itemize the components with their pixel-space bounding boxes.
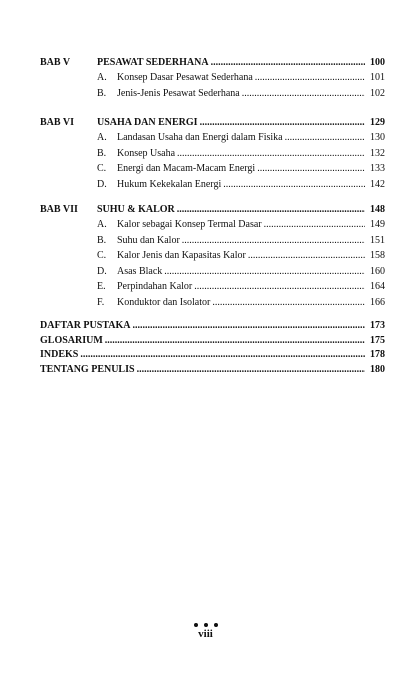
entry-title: Suhu dan Kalor	[117, 234, 180, 246]
entry-letter: F.	[97, 296, 105, 308]
toc-entry	[97, 146, 385, 162]
dot-leader	[264, 217, 365, 233]
entry-title: Jenis-Jenis Pesawat Sederhana	[117, 87, 240, 99]
entry-page-number: 149	[370, 219, 385, 230]
chapter-title: USAHA DAN ENERGI	[97, 117, 198, 128]
entry-letter: C.	[97, 250, 107, 261]
entry-page-number: 102	[370, 87, 385, 99]
toc-entry	[97, 264, 385, 280]
dot-leader	[137, 363, 365, 378]
chapter-bab-vii	[40, 203, 385, 310]
dot-leader	[177, 203, 365, 217]
toc-entry	[97, 86, 385, 102]
entry-letter: D.	[97, 265, 107, 277]
chapter-page-number: 148	[370, 204, 385, 215]
chapter-page-number: 129	[370, 117, 385, 128]
back-matter	[40, 319, 385, 377]
entry-page-number: 132	[370, 147, 385, 159]
dot-leader	[80, 348, 365, 363]
entry-title: Konsep Dasar Pesawat Sederhana	[117, 72, 253, 83]
entry-title: INDEKS	[40, 349, 79, 360]
dot-leader	[211, 56, 365, 70]
dot-leader	[212, 295, 365, 311]
entry-page-number: 166	[370, 296, 385, 308]
entry-title: DAFTAR PUSTAKA	[40, 320, 131, 331]
dot-leader	[182, 233, 365, 249]
entry-page-number: 101	[370, 72, 385, 83]
entry-letter: B.	[97, 234, 107, 246]
entry-letter: A.	[97, 132, 107, 143]
entry-title: Landasan Usaha dan Energi dalam Fisika	[117, 132, 283, 143]
toc-entry	[97, 161, 385, 177]
entry-page-number: 130	[370, 132, 385, 143]
entry-letter: C.	[97, 163, 107, 174]
dot-leader	[200, 116, 365, 130]
entry-page-number: 175	[370, 334, 385, 346]
dot-leader	[194, 279, 365, 295]
entry-title: Konduktor dan Isolator	[117, 296, 211, 308]
entry-page-number: 142	[370, 178, 385, 190]
entry-letter: B.	[97, 87, 107, 99]
toc-entry	[97, 233, 385, 249]
toc-entry	[97, 248, 385, 264]
toc-entry	[97, 177, 385, 193]
entry-page-number: 160	[370, 265, 385, 277]
page-folio	[0, 623, 411, 640]
entry-page-number: 173	[370, 320, 385, 331]
entry-title: Kalor sebagai Konsep Termal Dasar	[117, 219, 262, 230]
dot-leader	[132, 319, 365, 334]
chapter-title: SUHU & KALOR	[97, 204, 175, 215]
toc-entry	[40, 363, 385, 378]
toc-entry	[97, 279, 385, 295]
dot-leader	[105, 334, 365, 349]
entry-letter: A.	[97, 72, 107, 83]
entry-title: Asas Black	[117, 265, 163, 277]
chapter-number: BAB V	[40, 57, 71, 68]
dot-leader	[255, 70, 365, 86]
dot-leader	[242, 86, 365, 102]
entry-title: GLOSARIUM	[40, 334, 103, 346]
toc-entry	[97, 217, 385, 233]
entry-title: TENTANG PENULIS	[40, 363, 135, 375]
entry-page-number: 164	[370, 281, 385, 292]
dot-leader	[257, 161, 365, 177]
entry-page-number: 180	[370, 363, 385, 375]
entry-letter: D.	[97, 178, 107, 190]
entry-page-number: 151	[370, 234, 385, 246]
dot-leader	[164, 264, 365, 280]
entry-page-number: 178	[370, 349, 385, 360]
entry-title: Konsep Usaha	[117, 147, 176, 159]
entry-page-number: 133	[370, 163, 385, 174]
chapter-title: PESAWAT SEDERHANA	[97, 57, 209, 68]
entry-title: Hukum Kekekalan Energi	[117, 178, 222, 190]
entry-page-number: 158	[370, 250, 385, 261]
entry-letter: E.	[97, 281, 106, 292]
dot-leader	[223, 177, 365, 193]
entry-letter: A.	[97, 219, 107, 230]
chapter-number: BAB VII	[40, 204, 78, 215]
toc-entry	[97, 130, 385, 146]
entry-letter: B.	[97, 147, 107, 159]
chapter-bab-v	[40, 56, 385, 101]
toc-entry	[40, 348, 385, 363]
toc-entry	[97, 295, 385, 311]
entry-title: Kalor Jenis dan Kapasitas Kalor	[117, 250, 246, 261]
toc-entry	[97, 70, 385, 86]
chapter-number: BAB VI	[40, 117, 74, 128]
dot-leader	[177, 146, 365, 162]
dot-leader	[285, 130, 365, 146]
entry-title: Energi dan Macam-Macam Energi	[117, 163, 256, 174]
page-number: viii	[198, 628, 213, 640]
ornament-dots-icon	[194, 623, 218, 628]
toc-entry	[40, 319, 385, 334]
chapter-bab-vi	[40, 116, 385, 192]
toc-entry	[40, 334, 385, 349]
entry-title: Perpindahan Kalor	[117, 281, 193, 292]
chapter-page-number: 100	[370, 57, 385, 68]
dot-leader	[248, 248, 365, 264]
